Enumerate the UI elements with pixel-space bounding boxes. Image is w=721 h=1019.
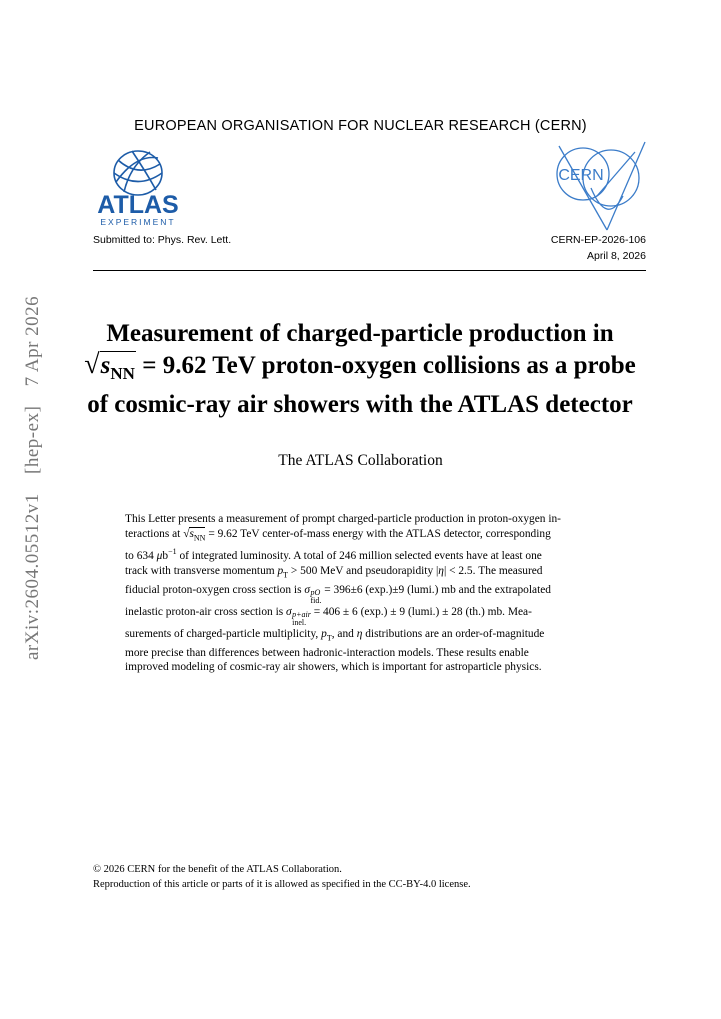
arxiv-date: 7 Apr 2026 (22, 295, 43, 387)
report-number: CERN-EP-2026-106 (550, 234, 646, 246)
author-list: The ATLAS Collaboration (278, 452, 443, 469)
title-line-1: Measurement of charged-particle production in (106, 320, 614, 347)
arxiv-id: arXiv:2604.05512v1 (22, 493, 43, 660)
abstract (125, 512, 615, 675)
abstract-line: This Letter presents a measurement of prompt charged-particle production in proton-oxygen in- (125, 513, 561, 525)
title-line-3: of cosmic-ray air showers with the ATLAS detector (87, 391, 633, 418)
report-date: April 8, 2026 (587, 250, 646, 262)
header-divider (93, 270, 646, 271)
submitted-to: Submitted to: Phys. Rev. Lett. (93, 234, 232, 246)
license-notice: Reproduction of this article or parts of it is allowed as specified in the CC-BY-4.0 license. (93, 879, 471, 890)
paper-title (80, 318, 640, 420)
atlas-logo-subtext: EXPERIMENT (100, 217, 176, 227)
organisation-header: EUROPEAN ORGANISATION FOR NUCLEAR RESEARCH (CERN) (134, 118, 587, 134)
copyright-notice: © 2026 CERN for the benefit of the ATLAS Collaboration. (93, 864, 342, 875)
abstract-line: more precise than differences between hadronic-interaction models. These results enable (125, 646, 529, 659)
abstract-line: teractions at $√s_{NN} = 9.62$ TeV center-of-mass energy with the ATLAS detector, corresponding (125, 527, 551, 542)
title-line-2: $√s_{NN} = 9.62$ TeV proton-oxygen collisions as a probe (80, 349, 640, 389)
abstract-line: improved modeling of cosmic-ray air showers, which is important for astroparticle physics. (125, 661, 542, 674)
abstract-line: track with transverse momentum $p_T > 500$ MeV and pseudorapidity |η| < 2.5. The measured (125, 564, 543, 580)
atlas-logo-text: ATLAS (97, 191, 179, 219)
cern-logo (551, 138, 647, 234)
sqrt-snn: $√s_{NN}$ (84, 349, 135, 383)
atlas-logo (92, 146, 184, 228)
abstract-line: surements of charged-particle multiplicity, $p_T$, and η distributions are an order-of-magnitude (125, 627, 545, 643)
abstract-line: fiducial proton-oxygen cross section is σ pO fid. = 396±6 (exp.)±9 (lumi.) mb and the extrapolated (125, 583, 551, 605)
abstract-line: inelastic proton-air cross section is σ p+air inel. = 406 ± 6 (exp.) ± 9 (lumi.) ± 28 (th.) mb. Mea- (125, 605, 532, 627)
abstract-line: to 634 $\mu b^{-1}$ of integrated luminosity. A total of 246 million selected events have at least one (125, 547, 542, 563)
arxiv-category: [hep-ex] (22, 405, 43, 474)
cern-logo-text: CERN (558, 167, 604, 184)
arxiv-stamp (22, 282, 44, 660)
